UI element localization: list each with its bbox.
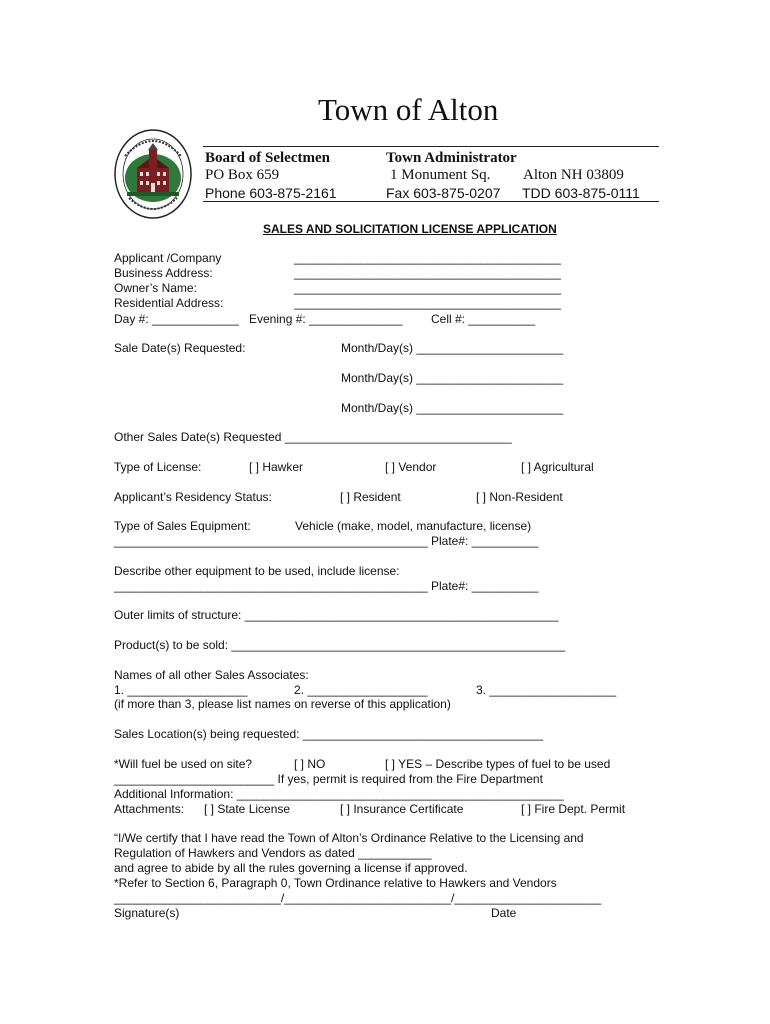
sale-date-field-2[interactable]: Month/Day(s) ______________________ xyxy=(341,371,564,385)
header-bottom-rule xyxy=(203,201,659,202)
board-heading: Board of Selectmen xyxy=(205,150,330,166)
sale-date-field-1[interactable]: Month/Day(s) ______________________ xyxy=(341,341,564,355)
administrator-heading: Town Administrator xyxy=(386,150,517,166)
applicant-field[interactable]: ________________________________________ xyxy=(294,251,561,265)
vehicle-plate-field[interactable]: _______________________________________________ Plate#: __________ xyxy=(114,534,539,548)
board-po-box: PO Box 659 xyxy=(205,167,280,183)
non-resident-checkbox[interactable]: [ ] Non-Resident xyxy=(476,490,563,504)
administrator-address: 1 Monument Sq. xyxy=(390,167,491,183)
fire-permit-checkbox[interactable]: [ ] Fire Dept. Permit xyxy=(521,802,626,816)
date-label: Date xyxy=(491,906,517,920)
certification-line-3: and agree to abide by all the rules governing a license if approved. xyxy=(114,861,468,875)
page-title: Town of Alton xyxy=(318,92,499,127)
associate-field-2[interactable]: 2. __________________ xyxy=(294,683,428,697)
town-seal-icon xyxy=(113,128,193,220)
other-sales-dates-field[interactable]: Other Sales Date(s) Requested __________________________________ xyxy=(114,430,512,444)
associates-label: Names of all other Sales Associates: xyxy=(114,668,309,682)
cell-phone-field[interactable]: Cell #: __________ xyxy=(431,312,536,326)
residency-label: Applicant’s Residency Status: xyxy=(114,490,272,504)
certification-line-4: *Refer to Section 6, Paragraph 0, Town Ordinance relative to Hawkers and Vendors xyxy=(114,876,557,890)
hawker-checkbox[interactable]: [ ] Hawker xyxy=(249,460,304,474)
form-title: SALES AND SOLICITATION LICENSE APPLICATION xyxy=(263,222,557,236)
administrator-fax: Fax 603-875-0207 xyxy=(386,185,501,201)
fuel-question-label: *Will fuel be used on site? xyxy=(114,757,253,771)
certification-line-1: “I/We certify that I have read the Town of Alton’s Ordinance Relative to the Licensing and xyxy=(114,831,584,845)
other-equipment-plate-field[interactable]: _______________________________________________ Plate#: __________ xyxy=(114,579,539,593)
board-phone: Phone 603-875-2161 xyxy=(205,185,337,201)
agricultural-checkbox[interactable]: [ ] Agricultural xyxy=(521,460,594,474)
evening-phone-field[interactable]: Evening #: ______________ xyxy=(249,312,403,326)
owner-name-label: Owner’s Name: xyxy=(114,281,197,295)
residential-address-label: Residential Address: xyxy=(114,296,224,310)
sale-dates-label: Sale Date(s) Requested: xyxy=(114,341,246,355)
additional-info-field[interactable]: Additional Information: _________________________________________________ xyxy=(114,787,564,801)
products-field[interactable]: Product(s) to be sold: __________________________________________________ xyxy=(114,638,566,652)
business-address-label: Business Address: xyxy=(114,266,213,280)
other-equipment-label: Describe other equipment to be used, include license: xyxy=(114,564,400,578)
signature-date-field[interactable]: _________________________/_________________________/______________________ xyxy=(114,891,602,905)
associates-note: (if more than 3, please list names on reverse of this application) xyxy=(114,697,451,711)
signature-label: Signature(s) xyxy=(114,906,180,920)
administrator-tdd: TDD 603-875-0111 xyxy=(522,185,640,201)
sale-date-field-3[interactable]: Month/Day(s) ______________________ xyxy=(341,401,564,415)
license-type-label: Type of License: xyxy=(114,460,202,474)
business-address-field[interactable]: ________________________________________ xyxy=(294,266,561,280)
applicant-label: Applicant /Company xyxy=(114,251,222,265)
header-top-rule xyxy=(203,146,659,147)
insurance-certificate-checkbox[interactable]: [ ] Insurance Certificate xyxy=(340,802,464,816)
certification-line-2: Regulation of Hawkers and Vendors as dated ___________ xyxy=(114,846,432,860)
administrator-city: Alton NH 03809 xyxy=(523,167,624,183)
outer-limits-field[interactable]: Outer limits of structure: _______________________________________________ xyxy=(114,608,559,622)
attachments-label: Attachments: xyxy=(114,802,185,816)
owner-name-field[interactable]: ________________________________________ xyxy=(294,281,561,295)
fuel-no-checkbox[interactable]: [ ] NO xyxy=(294,757,326,771)
fuel-type-field[interactable]: ________________________ If yes, permit is required from the Fire Department xyxy=(114,772,543,786)
resident-checkbox[interactable]: [ ] Resident xyxy=(340,490,401,504)
state-license-checkbox[interactable]: [ ] State License xyxy=(204,802,291,816)
sales-location-field[interactable]: Sales Location(s) being requested: ____________________________________ xyxy=(114,727,544,741)
day-phone-field[interactable]: Day #: _____________ xyxy=(114,312,239,326)
residential-address-field[interactable]: ________________________________________ xyxy=(294,296,561,310)
fuel-yes-checkbox[interactable]: [ ] YES – Describe types of fuel to be used xyxy=(385,757,611,771)
associate-field-1[interactable]: 1. __________________ xyxy=(114,683,248,697)
vendor-checkbox[interactable]: [ ] Vendor xyxy=(385,460,437,474)
equipment-label: Type of Sales Equipment: xyxy=(114,519,251,533)
vehicle-label: Vehicle (make, model, manufacture, license) xyxy=(295,519,532,533)
associate-field-3[interactable]: 3. ___________________ xyxy=(476,683,617,697)
